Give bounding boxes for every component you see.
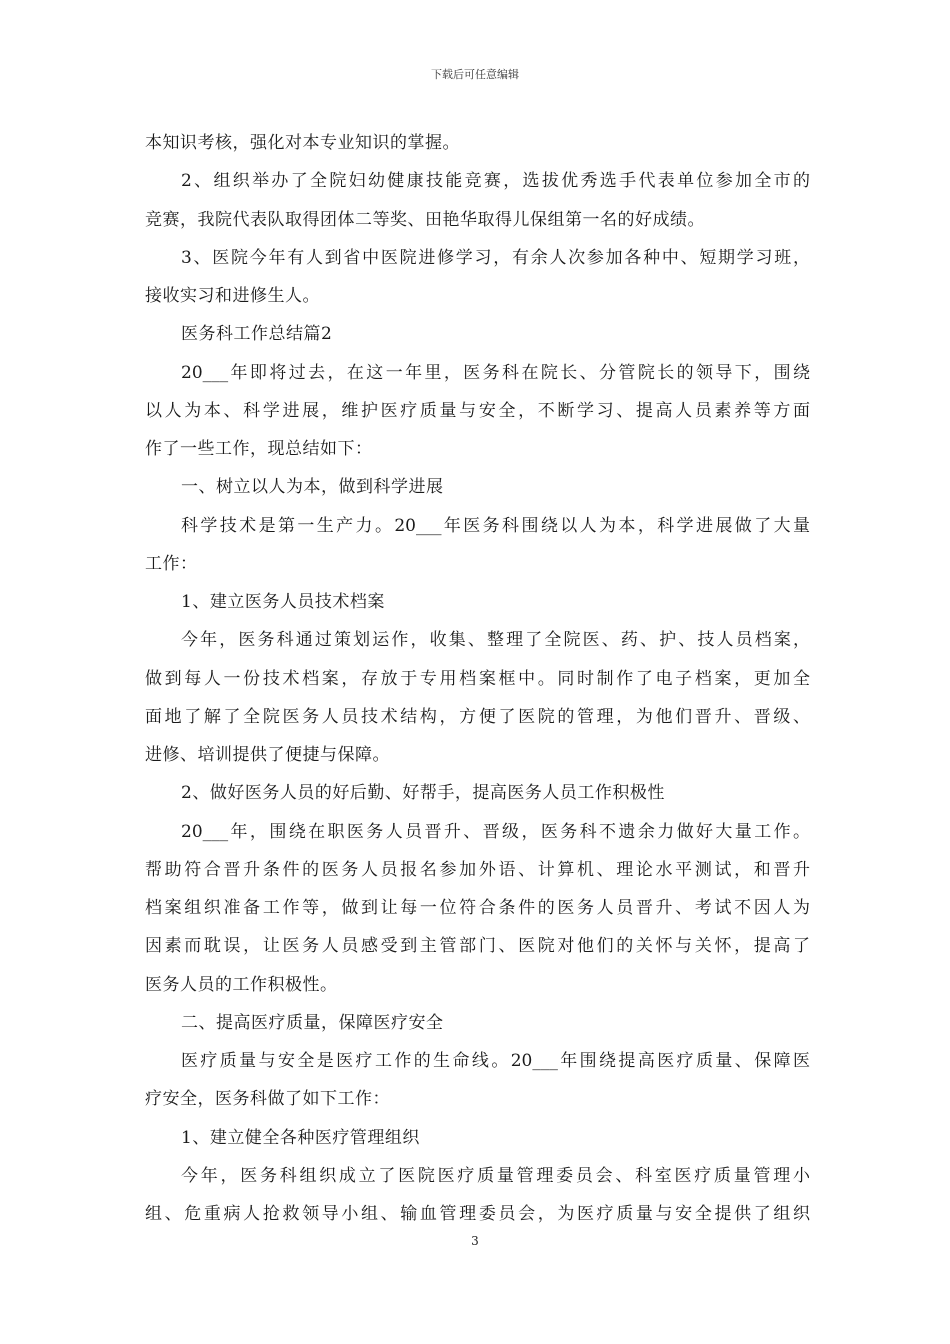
text-line: 竞赛，我院代表队取得团体二等奖、田艳华取得儿保组第一名的好成绩。 bbox=[145, 209, 705, 230]
text-line: 工作： bbox=[145, 553, 198, 574]
text-line: 作了一些工作，现总结如下： bbox=[145, 439, 373, 459]
page-header: 下载后可任意编辑 bbox=[431, 68, 519, 81]
text-line: 以人为本、科学进展，维护医疗质量与安全，不断学习、提高人员素养等方面 bbox=[145, 400, 810, 421]
text-line: 做到每人一份技术档案，存放于专用档案框中。同时制作了电子档案，更加全 bbox=[145, 668, 810, 689]
text-line: 帮助符合晋升条件的医务人员报名参加外语、计算机、理论水平测试，和晋升 bbox=[145, 859, 810, 880]
text-line: 医务科工作总结篇2 bbox=[181, 324, 333, 345]
text-line: 2、做好医务人员的好后勤、好帮手，提高医务人员工作积极性 bbox=[181, 783, 665, 804]
text-line: 20___年，围绕在职医务人员晋升、晋级，医务科不遗余力做好大量工作。 bbox=[181, 821, 810, 842]
text-line: 今年，医务科通过策划运作，收集、整理了全院医、药、护、技人员档案， bbox=[181, 630, 810, 651]
text-line: 20___年即将过去，在这一年里，医务科在院长、分管院长的领导下，围绕 bbox=[181, 362, 810, 383]
text-line: 二、提高医疗质量，保障医疗安全 bbox=[181, 1012, 444, 1033]
text-line: 今年，医务科组织成立了医院医疗质量管理委员会、科室医疗质量管理小 bbox=[181, 1165, 810, 1186]
text-line: 档案组织准备工作等，做到让每一位符合条件的医务人员晋升、考试不因人为 bbox=[145, 898, 810, 918]
text-line: 本知识考核，强化对本专业知识的掌握。 bbox=[145, 133, 460, 153]
text-line: 医疗质量与安全是医疗工作的生命线。20___年围绕提高医疗质量、保障医 bbox=[181, 1051, 810, 1071]
text-line: 进修、培训提供了便捷与保障。 bbox=[145, 745, 390, 765]
page-number: 3 bbox=[471, 1234, 479, 1248]
text-line: 接收实习和进修生人。 bbox=[145, 286, 320, 306]
text-line: 疗安全，医务科做了如下工作： bbox=[145, 1089, 390, 1110]
document-body bbox=[145, 124, 810, 1233]
text-line: 1、建立健全各种医疗管理组织 bbox=[181, 1127, 420, 1148]
text-line: 科学技术是第一生产力。20___年医务科围绕以人为本，科学进展做了大量 bbox=[181, 515, 810, 536]
text-line: 一、树立以人为本，做到科学进展 bbox=[181, 477, 444, 498]
text-line: 3、医院今年有人到省中医院进修学习，有余人次参加各种中、短期学习班， bbox=[181, 247, 810, 268]
text-line: 面地了解了全院医务人员技术结构，方便了医院的管理，为他们晋升、晋级、 bbox=[145, 706, 810, 727]
text-line: 医务人员的工作积极性。 bbox=[145, 974, 338, 995]
text-line: 2、组织举办了全院妇幼健康技能竞赛，选拔优秀选手代表单位参加全市的 bbox=[181, 171, 810, 192]
text-line: 1、建立医务人员技术档案 bbox=[181, 592, 385, 612]
text-line: 因素而耽误，让医务人员感受到主管部门、医院对他们的关怀与关怀，提高了 bbox=[145, 936, 810, 957]
text-line: 组、危重病人抢救领导小组、输血管理委员会，为医疗质量与安全提供了组织 bbox=[145, 1204, 810, 1224]
